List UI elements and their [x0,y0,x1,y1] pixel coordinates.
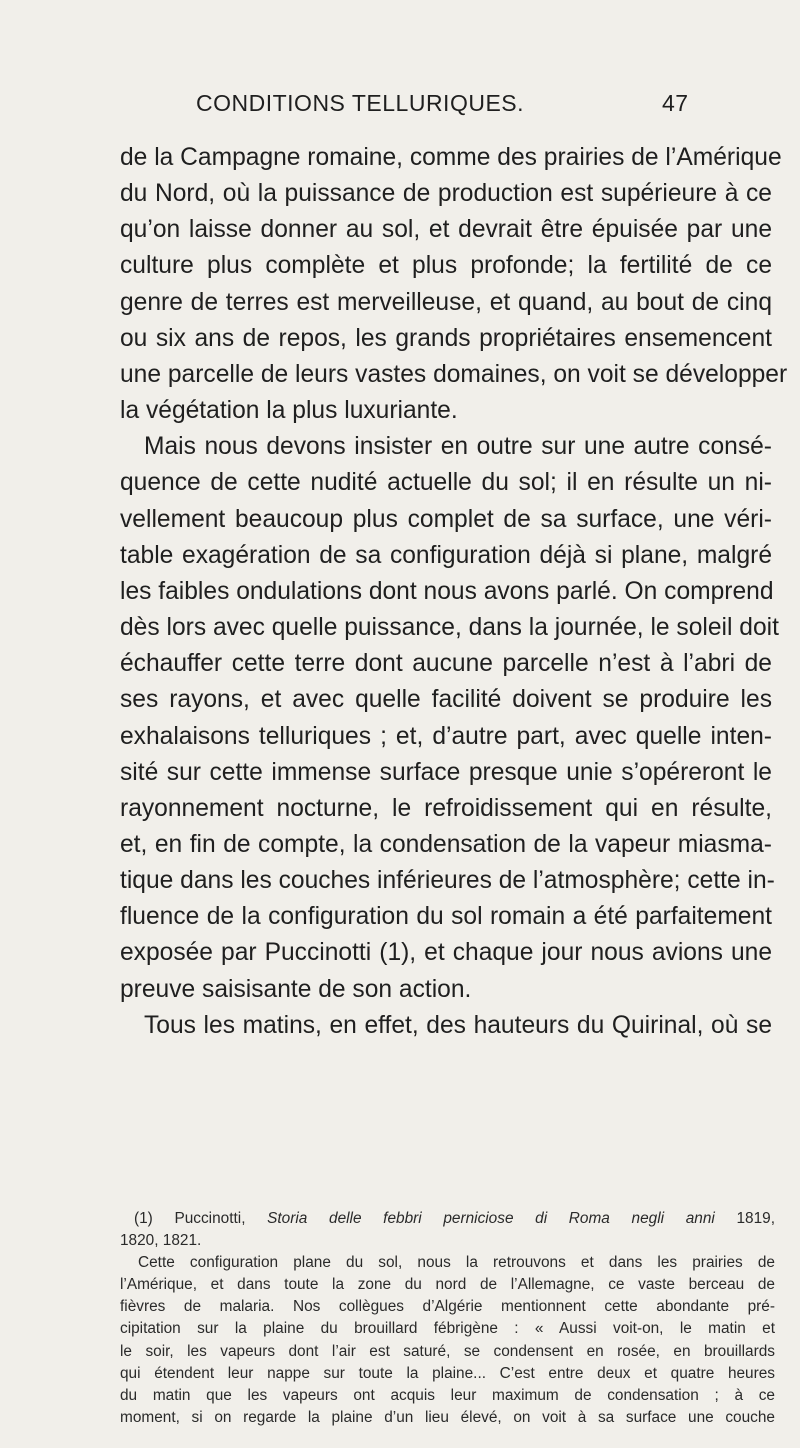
footnote-citation [120,1208,775,1230]
text-line: et, en fin de compte, la condensation de la vapeur miasma- [120,830,772,858]
footnote-line: qui étendent leur nappe sur toute la plaine... C’est entre deux et quatre heures [120,1364,775,1382]
text-line: du Nord, où la puissance de production est supérieure à ce [120,180,772,208]
text-line: rayonnement nocturne, le refroidissement qui en résulte, [120,794,772,822]
text-line: genre de terres est merveilleuse, et quand, au bout de cinq [120,288,772,316]
footnote-year: 1819, [714,1210,775,1227]
footnote-line: le soir, les vapeurs dont l’air est saturé, se condensent en rosée, en brouillards [120,1342,775,1360]
text-line: une parcelle de leurs vastes domaines, on voit se développer [120,360,788,388]
text-line: culture plus complète et plus profonde; la fertilité de ce [120,252,772,280]
running-header [196,90,696,130]
text-line: les faibles ondulations dont nous avons parlé. On comprend [120,577,774,605]
text-line: Tous les matins, en effet, des hauteurs du Quirinal, où se [144,1011,772,1039]
footnote-line: Cette configuration plane du sol, nous la retrouvons et dans les prairies de [138,1254,775,1272]
footnote-line: fièvres de malaria. Nos collègues d’Algérie mentionnent cette abondante pré- [120,1298,775,1316]
text-line: dès lors avec quelle puissance, dans la journée, le soleil doit [120,614,779,642]
text-line: de la Campagne romaine, comme des prairies de l’Amérique [120,144,782,171]
text-line: la végétation la plus luxuriante. [120,397,458,425]
footnote-author: (1) Puccinotti, [134,1210,268,1227]
text-line: ses rayons, et avec quelle facilité doivent se produire les [120,686,772,714]
text-line: tique dans les couches inférieures de l’atmosphère; cette in- [120,867,775,895]
text-line: quence de cette nudité actuelle du sol; il en résulte un ni- [120,469,772,497]
footnote-book-title: Storia delle febbri perniciose di Roma negli anni [267,1210,715,1227]
running-title: CONDITIONS TELLURIQUES. [196,90,525,116]
footnote-line: l’Amérique, et dans toute la zone du nord de l’Allemagne, ce vaste berceau de [120,1276,775,1294]
text-line: table exagération de sa configuration déjà si plane, malgré [120,541,772,569]
footnote-line: 1820, 1821. [120,1232,202,1250]
footnotes [120,1208,775,1429]
text-line: vellement beaucoup plus complet de sa surface, une véri- [120,505,772,533]
text-line: exposée par Puccinotti (1), et chaque jour nous avions une [120,939,772,967]
page-number: 47 [662,90,689,116]
footnote-line: moment, si on regarde la plaine d’un lieu élevé, on voit à sa surface une couche [120,1408,775,1426]
main-text [120,140,788,1044]
text-line: qu’on laisse donner au sol, et devrait être épuisée par une [120,216,772,244]
text-line: preuve saisisante de son action. [120,975,472,1003]
text-line: ou six ans de repos, les grands propriétaires ensemencent [120,324,772,352]
footnote-line: cipitation sur la plaine du brouillard fébrigène : « Aussi voit-on, le matin et [120,1320,775,1338]
text-line: échauffer cette terre dont aucune parcelle n’est à l’abri de [120,650,772,678]
footnote-line: du matin que les vapeurs ont acquis leur maximum de condensation ; à ce [120,1386,775,1404]
text-line: sité sur cette immense surface presque unie s’opéreront le [120,758,772,786]
text-line: exhalaisons telluriques ; et, d’autre part, avec quelle inten- [120,722,772,750]
text-line: fluence de la configuration du sol romain a été parfaitement [120,903,772,931]
text-line: Mais nous devons insister en outre sur une autre consé- [144,433,772,461]
